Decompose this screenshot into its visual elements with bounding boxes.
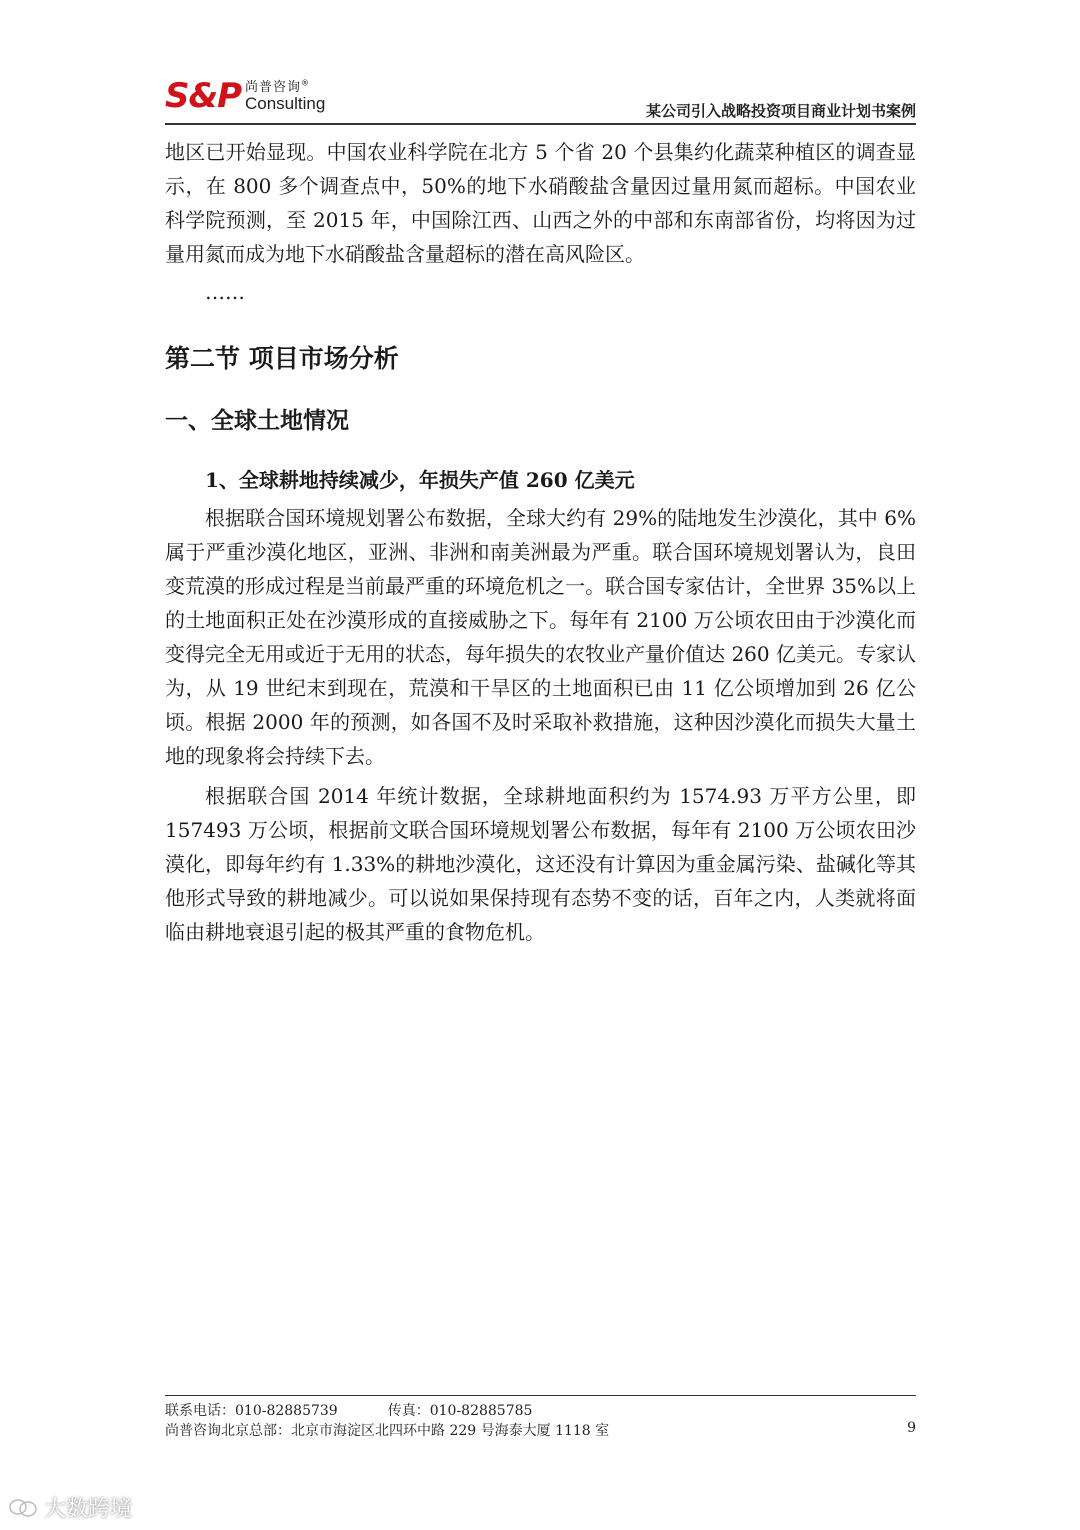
watermark — [8, 1492, 132, 1523]
footer-phone: 联系电话：010-82885739 — [165, 1403, 338, 1419]
body-paragraph: 根据联合国 2014 年统计数据，全球耕地面积约为 1574.93 万平方公里，即 157493 万公顷，根据前文联合国环境规划署公布数据，每年有 2100 万公顷农田沙漠化，即每年约有 1.33%的耕地沙漠化，这还没有计算因为重金属污染、盐碱化等其他形式导致的耕地减少。可以说如果保持现有态势不变的话，百年之内，人类就将面临由耕地衰退引起的极其严重的食物危机。 — [165, 784, 916, 944]
ellipsis: …… — [205, 280, 245, 304]
footer-address: 尚普咨询北京总部：北京市海淀区北四环中路 229 号海泰大厦 1118 室 — [165, 1423, 610, 1439]
footer-fax: 传真：010-82885785 — [387, 1403, 533, 1419]
section-title: 第二节 项目市场分析 — [165, 344, 399, 373]
document-title: 某公司引入战略投资项目商业计划书案例 — [645, 102, 916, 120]
company-logo — [165, 72, 355, 120]
intro-paragraph: 地区已开始显现。中国农业科学院在北方 5 个省 20 个县集约化蔬菜种植区的调查显示，在 800 多个调查点中，50%的地下水硝酸盐含量因过量用氮而超标。中国农业科学院预测，至 2015 年，中国除江西、山西之外的中部和东南部省份，均将因为过量用氮而成为地下水硝酸盐含量超标的潜在高风险区。 — [165, 140, 916, 266]
page-number: 9 — [907, 1420, 916, 1436]
logo-english-name: Consulting — [245, 94, 326, 113]
footer-contact — [165, 1400, 532, 1420]
subsection-title: 一、全球土地情况 — [165, 408, 349, 434]
chat-bubble-icon — [8, 1497, 38, 1519]
footer-divider — [165, 1395, 916, 1396]
header-divider — [165, 123, 916, 125]
logo-chinese-name: 尚普咨询® — [245, 78, 311, 95]
logo-mark: S&P — [165, 76, 242, 116]
watermark-text: 大数跨境 — [44, 1497, 133, 1522]
body-paragraph: 根据联合国环境规划署公布数据，全球大约有 29%的陆地发生沙漠化，其中 6%属于严重沙漠化地区，亚洲、非洲和南美洲最为严重。联合国环境规划署认为，良田变荒漠的形成过程是当前最严重的环境危机之一。联合国专家估计，全世界 35%以上的土地面积正处在沙漠形成的直接威胁之下。每年有 2100 万公顷农田由于沙漠化而变得完全无用或近于无用的状态，每年损失的农牧业产量价值达 260 亿美元。专家认为，从 19 世纪末到现在，荒漠和干旱区的土地面积已由 11 亿公顷增加到 26 亿公顷。根据 2000 年的预测，如各国不及时采取补救措施，这种因沙漠化而损失大量土地的现象将会持续下去。 — [165, 506, 916, 768]
item-title: 1、全球耕地持续减少，年损失产值 260 亿美元 — [205, 468, 635, 492]
page-content — [165, 135, 916, 949]
